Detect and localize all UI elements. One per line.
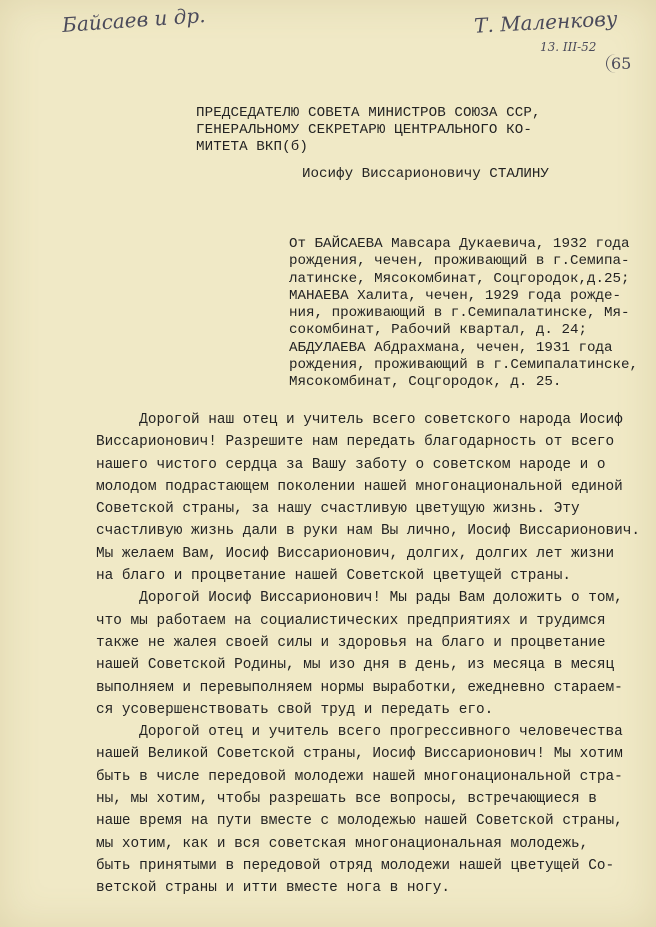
- sender-line: латинске, Мясокомбинат, Соцгородок,д.25;: [289, 270, 630, 287]
- body-line: Мы желаем Вам, Иосиф Виссарионович, долгих, долгих лет жизни: [96, 545, 615, 562]
- body-line: Дорогой наш отец и учитель всего советского народа Иосиф: [96, 412, 623, 428]
- body-line: быть в числе передовой молодежи нашей многонациональной стра-: [96, 768, 623, 785]
- handwritten-date: 13. III-52: [540, 40, 597, 54]
- sender-line: ния, проживающий в г.Семипалатинске, Мя-: [289, 305, 630, 322]
- body-line: Дорогой отец и учитель всего прогрессивного человечества: [96, 724, 623, 741]
- body-line: нашей Советской Родины, мы изо дня в день, из месяца в месяц: [96, 657, 615, 674]
- body-line: быть принятыми в передовой отряд молодежи нашей цветущей Со-: [96, 857, 615, 874]
- body-line: ся усовершенствовать свой труд и передать его.: [96, 701, 494, 718]
- addressee-line: МИТЕТА ВКП(б): [196, 139, 308, 155]
- body-line: нашей Великой Советской страны, Иосиф Виссарионович! Мы хотим: [96, 746, 623, 763]
- sender-line: рождения, проживающий в г.Семипалатинске,: [289, 357, 639, 374]
- body-line: Советской страны, за нашу счастливую цветущую жизнь. Эту: [96, 501, 580, 518]
- body-line: ны, мы хотим, чтобы разрешать все вопросы, встречающиеся в: [96, 791, 597, 808]
- body-line: что мы работаем на социалистических предприятиях и трудимся: [96, 612, 606, 629]
- sender-line: МАНАЕВА Халита, чечен, 1929 года рожде-: [289, 287, 622, 304]
- sheet-number: 65: [606, 54, 635, 73]
- addressee-name: Иосифу Виссарионовичу СТАЛИНУ: [302, 166, 549, 182]
- sender-line: АБДУЛАЕВА Абдрахмана, чечен, 1931 года: [289, 339, 613, 356]
- sender-line: Мясокомбинат, Соцгородок, д. 25.: [289, 374, 562, 391]
- body-line: Виссарионович! Разрешите нам передать благодарность от всего: [96, 434, 615, 451]
- body-line: выполняем и перевыполняем нормы выработки, ежедневно стараем-: [96, 679, 623, 696]
- body-line: наше время на пути вместе с молодежью нашей Советской страны,: [96, 813, 623, 830]
- body-line: на благо и процветание нашей Советской цветущей страны.: [96, 568, 571, 585]
- sender-line: рождения, чечен, проживающий в г.Семипа-: [289, 253, 630, 270]
- addressee-line: ГЕНЕРАЛЬНОМУ СЕКРЕТАРЮ ЦЕНТРАЛЬНОГО КО-: [196, 122, 532, 138]
- sender-line: От БАЙСАЕВА Мавсара Дукаевича, 1932 года: [289, 236, 630, 252]
- handwritten-note-left: Байсаев и др.: [61, 3, 207, 37]
- body-line: также не жалея своей силы и здоровья на благо и процветание: [96, 634, 606, 651]
- sender-line: сокомбинат, Рабочий квартал, д. 24;: [289, 322, 587, 339]
- sender-block: [289, 236, 649, 392]
- body-line: мы хотим, как и вся советская многонациональная молодежь,: [96, 835, 589, 852]
- handwritten-resolution: Т. Маленкову: [473, 6, 618, 38]
- body-line: молодом подрастающем поколении нашей многонациональной единой: [96, 478, 623, 495]
- body-line: счастливую жизнь дали в руки нам Вы лично, Иосиф Виссарионович.: [96, 523, 641, 540]
- letter-body: [96, 409, 641, 900]
- body-line: нашего чистого сердца за Вашу заботу о советском народе и о: [96, 456, 606, 473]
- addressee-block: [196, 105, 636, 156]
- body-line: ветской страны и итти вместе нога в ногу.: [96, 880, 451, 897]
- body-line: Дорогой Иосиф Виссарионович! Мы рады Вам доложить о том,: [96, 590, 623, 607]
- addressee-line: ПРЕДСЕДАТЕЛЮ СОВЕТА МИНИСТРОВ СОЮЗА ССР,: [196, 105, 541, 121]
